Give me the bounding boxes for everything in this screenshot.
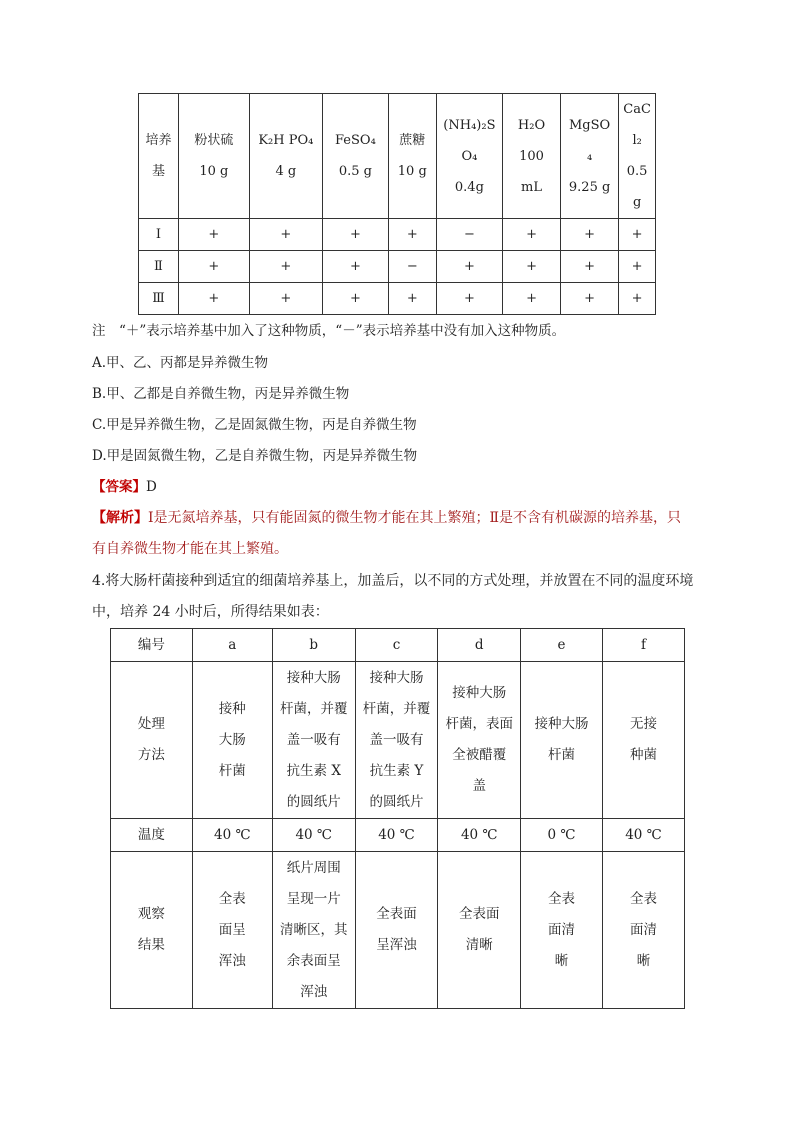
method-cell [192,662,272,819]
option-b: B.甲、乙都是自养微生物，丙是异养微生物 [92,386,350,402]
table2-header-cell: d [438,629,521,662]
presence-cell: + [249,283,322,315]
table1-header-cell [436,94,502,219]
presence-cell: + [322,219,388,251]
question-4-line-1: 4.将大肠杆菌接种到适宜的细菌培养基上，加盖后，以不同的方式处理，并放置在不同的温度环境 [92,573,694,589]
presence-cell: + [178,283,249,315]
table1-header-cell-line: 基 [151,164,165,179]
method-cell-line: 杆菌 [548,747,576,763]
table1-header-cell-line: 10 g [199,164,229,179]
presence-cell: + [619,219,656,251]
result-cell-line: 余表面呈 [286,952,341,969]
method-cell-line: 盖 [472,778,486,794]
result-cell-line: 纸片周围 [286,859,341,876]
question-4-line-2: 中，培养 24 小时后，所得结果如表： [92,604,329,620]
table2-header-cell: f [602,629,684,662]
table1-header-cell-line: 粉状硫 [194,133,234,148]
temperature-cell: 40 ℃ [438,819,521,852]
method-cell-line: 的圆纸片 [369,793,424,810]
method-cell-line: 全被醋覆 [452,747,507,763]
table1-header-cell [388,94,436,219]
table2-header-row [111,629,685,662]
question-4 [92,566,704,628]
table-note: 注 “＋”表示培养基中加入了这种物质，“－”表示培养基中没有加入这种物质。 [92,323,566,339]
presence-cell: + [503,283,561,315]
answer-label: 【答案】 [92,479,146,495]
method-cell-line: 杆菌，表面 [445,716,513,732]
result-cell-line: 晰 [636,952,651,969]
method-label-cell-line: 处理 [137,716,165,732]
table1-header-cell [560,94,618,219]
table1-header-cell-line: mL [521,179,542,195]
presence-cell: + [560,283,618,315]
result-cell-line: 晰 [554,952,569,969]
table1-header-cell-line: 4 g [275,164,297,179]
table1-header-cell [503,94,561,219]
result-cell-line: 面呈 [218,921,246,938]
presence-cell: + [560,251,618,283]
table2-header-cell: 编号 [111,629,193,662]
presence-cell: + [560,219,618,251]
table1-header-cell-line: 10 g [397,164,427,179]
table2-header-cell: b [272,629,355,662]
table1-header-cell-line: FeSO₄ [335,133,376,148]
table1-row-II [139,251,656,283]
table1-header-cell-line: CaC [623,102,651,117]
method-cell-line: 种菌 [629,747,657,763]
presence-cell: + [322,251,388,283]
method-cell-line: 盖一吸有 [369,731,424,748]
table1-header-cell-line: 0.5 g [338,164,372,179]
temperature-label-cell: 温度 [111,819,193,852]
result-cell [602,852,684,1009]
result-cell-line: 清晰区，其 [280,921,348,938]
table1-header-cell-line: 0.4g [454,179,484,195]
table2-temperature-row [111,819,685,852]
option-a: A.甲、乙、丙都是异养微生物 [92,355,269,371]
table2-header-cell: a [192,629,272,662]
result-cell-line: 面清 [548,921,576,938]
analysis-line-2: 有自养微生物才能在其上繁殖。 [92,541,288,557]
table2-result-row [111,852,685,1009]
method-cell-line: 大肠 [218,731,246,748]
table1-header-cell-line: 蔗糖 [399,133,426,148]
table2-method-row [111,662,685,819]
result-cell-line: 浑浊 [300,983,328,1000]
presence-cell: + [178,219,249,251]
method-cell-line: 抗生素 Y [369,762,424,779]
result-cell-line: 全表 [629,890,657,907]
presence-cell: + [503,219,561,251]
method-cell-line: 抗生素 X [286,762,341,779]
temperature-cell: 0 ℃ [521,819,603,852]
table2-header-cell: c [355,629,438,662]
table1-header-cell-line: 0.5 [626,164,648,179]
presence-cell: − [388,251,436,283]
answer-value: D [146,479,157,495]
result-cell-line: 全表 [218,890,246,907]
table1-header-cell-line: g [632,195,642,210]
analysis-label: 【解析】 [92,510,148,526]
presence-cell: + [388,283,436,315]
table2-header-cell: e [521,629,603,662]
result-cell-line: 浑浊 [218,952,246,969]
table1-header-cell-line: 100 [519,148,544,164]
method-cell-line: 杆菌，并覆 [362,700,431,717]
experiment-results-table [110,628,685,1009]
presence-cell: − [436,219,502,251]
presence-cell: + [388,219,436,251]
analysis-line-1: Ⅰ是无氮培养基，只有能固氮的微生物才能在其上繁殖；Ⅱ是不含有机碳源的培养基，只 [148,510,682,526]
table1-header-cell-line: 培养 [145,133,172,148]
table1-header-cell [178,94,249,219]
row-label-cell: Ⅰ [139,219,179,251]
table1-row-I [139,219,656,251]
result-cell-line: 呈浑浊 [376,937,417,953]
temperature-cell: 40 ℃ [602,819,684,852]
analysis-paragraph [92,503,704,565]
row-label-cell: Ⅲ [139,283,179,315]
method-cell-line: 接种大肠 [369,669,424,686]
temperature-cell: 40 ℃ [355,819,438,852]
row-label-cell: Ⅱ [139,251,179,283]
result-cell [521,852,603,1009]
presence-cell: + [322,283,388,315]
table1-header-cell-line: ₄ [586,148,593,164]
result-cell [355,852,438,1009]
method-cell-line: 的圆纸片 [286,793,341,810]
result-cell [192,852,272,1009]
table1-header-cell-line: 9.25 g [568,179,611,195]
result-label-cell-line: 结果 [137,937,165,953]
option-c: C.甲是异养微生物，乙是固氮微生物，丙是自养微生物 [92,417,417,433]
result-cell-line: 全表面 [459,906,500,922]
method-cell-line: 接种大肠 [286,669,341,686]
method-cell-line: 接种大肠 [534,716,589,732]
method-cell [521,662,603,819]
result-cell-line: 呈现一片 [286,890,341,907]
method-cell [355,662,438,819]
method-cell-line: 接种 [218,700,246,717]
method-cell [438,662,521,819]
method-label-cell [111,662,193,819]
table1-header-cell [249,94,322,219]
presence-cell: + [249,251,322,283]
method-cell [602,662,684,819]
table1-header-cell [322,94,388,219]
answer-line [92,472,157,503]
table1-row-III [139,283,656,315]
presence-cell: + [619,251,656,283]
result-cell [272,852,355,1009]
presence-cell: + [249,219,322,251]
presence-cell: + [436,283,502,315]
method-cell-line: 杆菌，并覆 [280,700,348,717]
table1-header-cell-line: O₄ [461,148,478,164]
table1-header-cell-line: l₂ [632,133,642,148]
result-cell [438,852,521,1009]
culture-medium-table [138,93,656,315]
table1-header-cell-line: K₂H PO₄ [258,133,314,148]
result-label-cell-line: 观察 [137,906,165,922]
temperature-cell: 40 ℃ [192,819,272,852]
table1-header-cell [619,94,656,219]
method-cell-line: 接种大肠 [452,685,507,701]
result-label-cell [111,852,193,1009]
table1-header-cell [139,94,179,219]
presence-cell: + [619,283,656,315]
method-label-cell-line: 方法 [137,747,165,763]
temperature-cell: 40 ℃ [272,819,355,852]
result-cell-line: 清晰 [465,937,493,953]
presence-cell: + [178,251,249,283]
presence-cell: + [436,251,502,283]
result-cell-line: 全表面 [376,906,417,922]
result-cell-line: 面清 [629,921,657,938]
option-d: D.甲是固氮微生物，乙是自养微生物，丙是异养微生物 [92,448,418,464]
table1-header-cell-line: MgSO [568,117,611,133]
method-cell-line: 无接 [629,716,657,732]
method-cell [272,662,355,819]
method-cell-line: 杆菌 [218,762,246,779]
presence-cell: + [503,251,561,283]
method-cell-line: 盖一吸有 [286,731,341,748]
table1-header-row [139,94,656,219]
result-cell-line: 全表 [548,890,576,907]
table1-header-cell-line: (NH₄)₂S [443,117,496,133]
table1-header-cell-line: H₂O [517,117,546,133]
